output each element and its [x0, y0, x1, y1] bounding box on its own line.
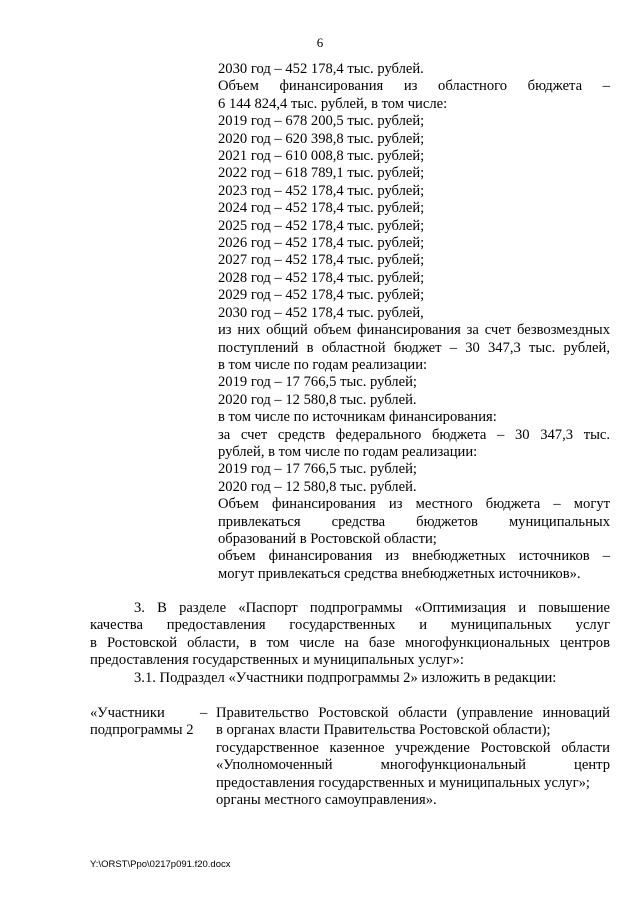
text-line: «Уполномоченный многофункциональный центр: [216, 757, 610, 774]
text-line: 2029 год – 452 178,4 тыс. рублей;: [218, 287, 425, 304]
text-line: привлекаться средства бюджетов муниципальных: [218, 513, 610, 530]
funding-column: [218, 61, 610, 583]
text-line: предоставления государственных и муниципальных услуг»;: [216, 774, 590, 791]
text-line: 2019 год – 17 766,5 тыс. рублей;: [218, 461, 417, 478]
file-path-footer: Y:\ORST\Ppo\0217p091.f20.docx: [90, 859, 231, 870]
text-line: предоставления государственных и муниципальных услуг»:: [90, 652, 464, 669]
text-line: «Участники: [90, 705, 165, 721]
text-line: в Ростовской области, в том числе на базе многофункциональных центров: [90, 634, 610, 651]
text-line: 2027 год – 452 178,4 тыс. рублей;: [218, 252, 425, 269]
text-line: образований в Ростовской области;: [218, 530, 437, 547]
text-line: 2024 год – 452 178,4 тыс. рублей;: [218, 200, 425, 217]
text-line: объем финансирования из внебюджетных источников –: [218, 548, 610, 565]
participants-label: [90, 705, 202, 740]
text-line: 2030 год – 452 178,4 тыс. рублей,: [218, 304, 424, 321]
text-line: в том числе по годам реализации:: [218, 356, 428, 373]
text-line: органы местного самоуправления».: [216, 792, 437, 809]
text-line: 2028 год – 452 178,4 тыс. рублей;: [218, 269, 425, 286]
text-line: Правительство Ростовской области (управление инноваций: [216, 705, 610, 721]
text-line: 2019 год – 678 200,5 тыс. рублей;: [218, 113, 425, 130]
text-line: 2019 год – 17 766,5 тыс. рублей;: [218, 374, 417, 391]
text-line: за счет средств федерального бюджета – 30 347,3 тыс.: [218, 426, 610, 443]
text-line: могут привлекаться средства внебюджетных источников».: [218, 565, 581, 582]
participants-dash: –: [200, 705, 208, 721]
text-line: в органах власти Правительства Ростовской области);: [216, 722, 551, 739]
text-line: 2020 год – 12 580,8 тыс. рублей.: [218, 391, 417, 408]
text-line: 6 144 824,4 тыс. рублей, в том числе:: [218, 95, 448, 112]
text-line: поступлений в областной бюджет – 30 347,3 тыс. рублей,: [218, 339, 610, 356]
text-line: 2030 год – 452 178,4 тыс. рублей.: [218, 61, 424, 77]
text-line: 2021 год – 610 008,8 тыс. рублей;: [218, 148, 425, 165]
text-line: 2022 год – 618 789,1 тыс. рублей;: [218, 165, 425, 182]
text-line: Объем финансирования из областного бюджета –: [218, 78, 610, 95]
text-line: государственное казенное учреждение Ростовской области: [216, 739, 610, 756]
text-line: 3. В разделе «Паспорт подпрограммы «Оптимизация и повышение: [134, 600, 610, 616]
text-line: подпрограммы 2: [90, 722, 194, 739]
text-line: 2023 год – 452 178,4 тыс. рублей;: [218, 182, 425, 199]
participants-value: [216, 705, 610, 809]
text-line: 2020 год – 620 398,8 тыс. рублей;: [218, 130, 425, 147]
text-line: в том числе по источникам финансирования:: [218, 409, 497, 426]
text-line: 2020 год – 12 580,8 тыс. рублей.: [218, 478, 417, 495]
text-line: качества предоставления государственных и муниципальных услуг: [90, 617, 610, 634]
text-line: 2025 год – 452 178,4 тыс. рублей;: [218, 217, 425, 234]
section-3-1-paragraph: 3.1. Подраздел «Участники подпрограммы 2» изложить в редакции:: [134, 670, 557, 686]
text-line: из них общий объем финансирования за счет безвозмездных: [218, 322, 610, 339]
section-3-paragraph: [90, 600, 610, 670]
page-number: 6: [316, 35, 324, 50]
text-line: Объем финансирования из местного бюджета – могут: [218, 496, 610, 513]
text-line: рублей, в том числе по годам реализации:: [218, 443, 478, 460]
text-line: 2026 год – 452 178,4 тыс. рублей;: [218, 235, 425, 252]
